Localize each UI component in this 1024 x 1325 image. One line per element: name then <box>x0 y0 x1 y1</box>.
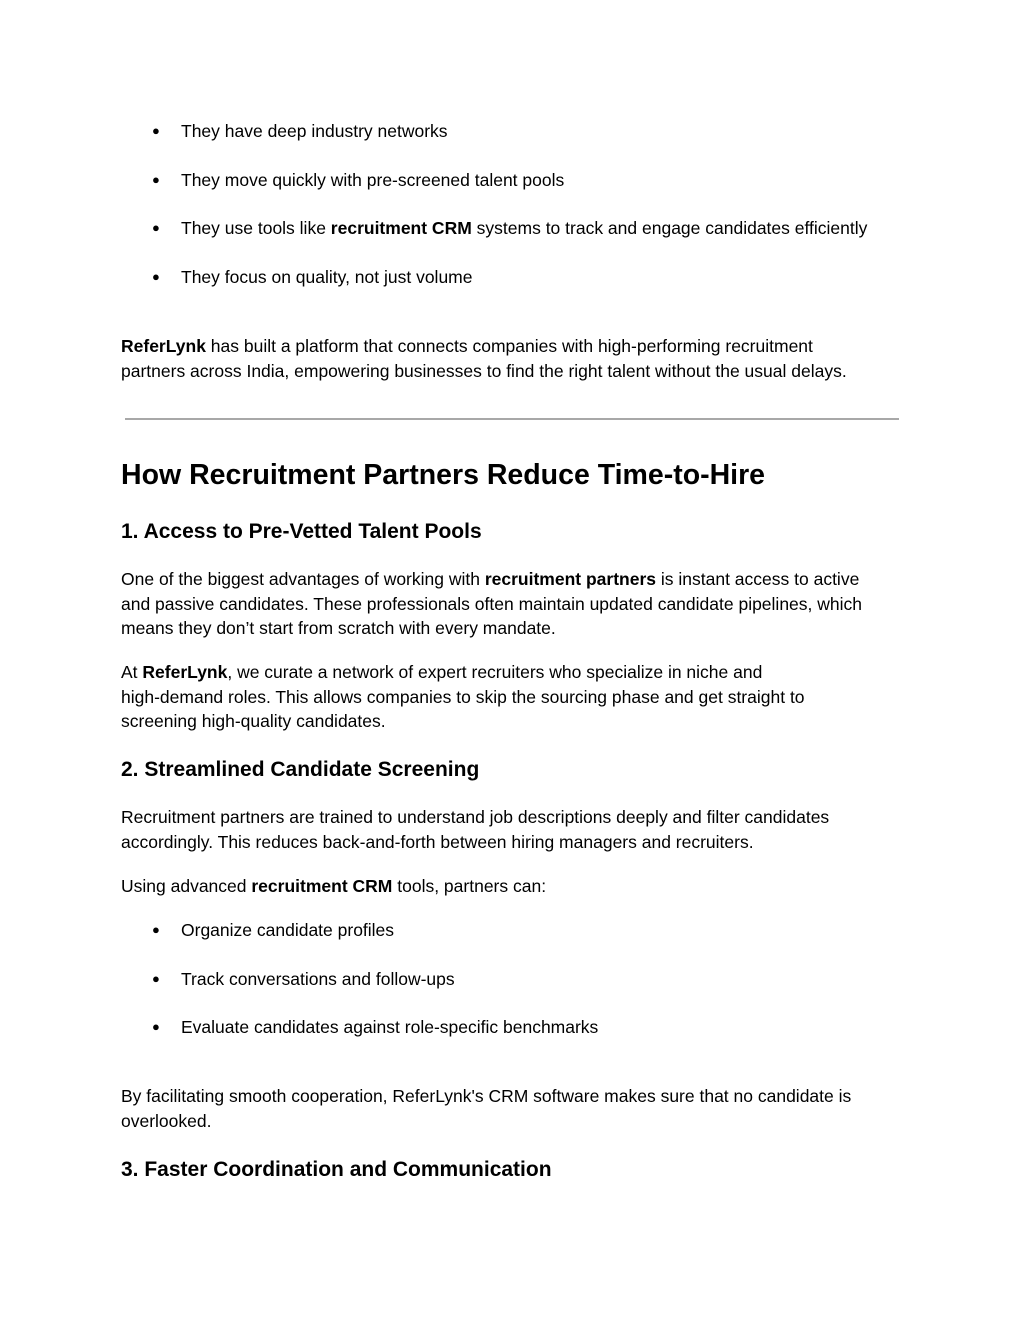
bullet-icon: ● <box>152 220 160 235</box>
paragraph: Using advanced recruitment CRM tools, partners can: <box>121 876 547 896</box>
list-item-text: Evaluate candidates against role-specific benchmarks <box>181 1017 599 1037</box>
bullet-icon: ● <box>152 1019 160 1034</box>
section-heading: 2. Streamlined Candidate Screening <box>121 758 480 781</box>
bullet-icon: ● <box>152 269 160 284</box>
list-item-text: They move quickly with pre-screened talent pools <box>181 170 565 190</box>
bullet-icon: ● <box>152 123 160 138</box>
bullet-icon: ● <box>152 922 160 937</box>
paragraph: One of the biggest advantages of working with recruitment partners is instant access to active and passive candidates. These professionals often maintain updated candidate pipelines, which means they don’t start from scratch with every mandate. <box>121 569 862 638</box>
section-heading: 3. Faster Coordination and Communication <box>121 1158 552 1181</box>
bullet-icon: ● <box>152 971 160 986</box>
intro-paragraph: ReferLynk has built a platform that connects companies with high-performing recruitment partners across India, empowering businesses to find the right talent without the usual delays. <box>121 336 847 381</box>
paragraph: Recruitment partners are trained to understand job descriptions deeply and filter candidates accordingly. This reduces back-and-forth between hiring managers and recruiters. <box>121 807 830 852</box>
list-item-text: Track conversations and follow-ups <box>181 969 455 989</box>
list-item-text: They use tools like recruitment CRM systems to track and engage candidates efficiently <box>181 218 868 238</box>
list-item-text: They have deep industry networks <box>181 121 448 141</box>
page-title: How Recruitment Partners Reduce Time-to-Hire <box>121 459 766 491</box>
bullet-icon: ● <box>152 172 160 187</box>
section-heading: 1. Access to Pre-Vetted Talent Pools <box>121 520 482 543</box>
paragraph: By facilitating smooth cooperation, ReferLynk's CRM software makes sure that no candidate is overlooked. <box>121 1086 852 1131</box>
horizontal-divider <box>125 418 899 420</box>
list-item-text: Organize candidate profiles <box>181 920 395 940</box>
paragraph: At ReferLynk, we curate a network of expert recruiters who specialize in niche and high-demand roles. This allows companies to skip the sourcing phase and get straight to screening high-quality candidates. <box>121 662 805 731</box>
list-item-text: They focus on quality, not just volume <box>181 267 473 287</box>
